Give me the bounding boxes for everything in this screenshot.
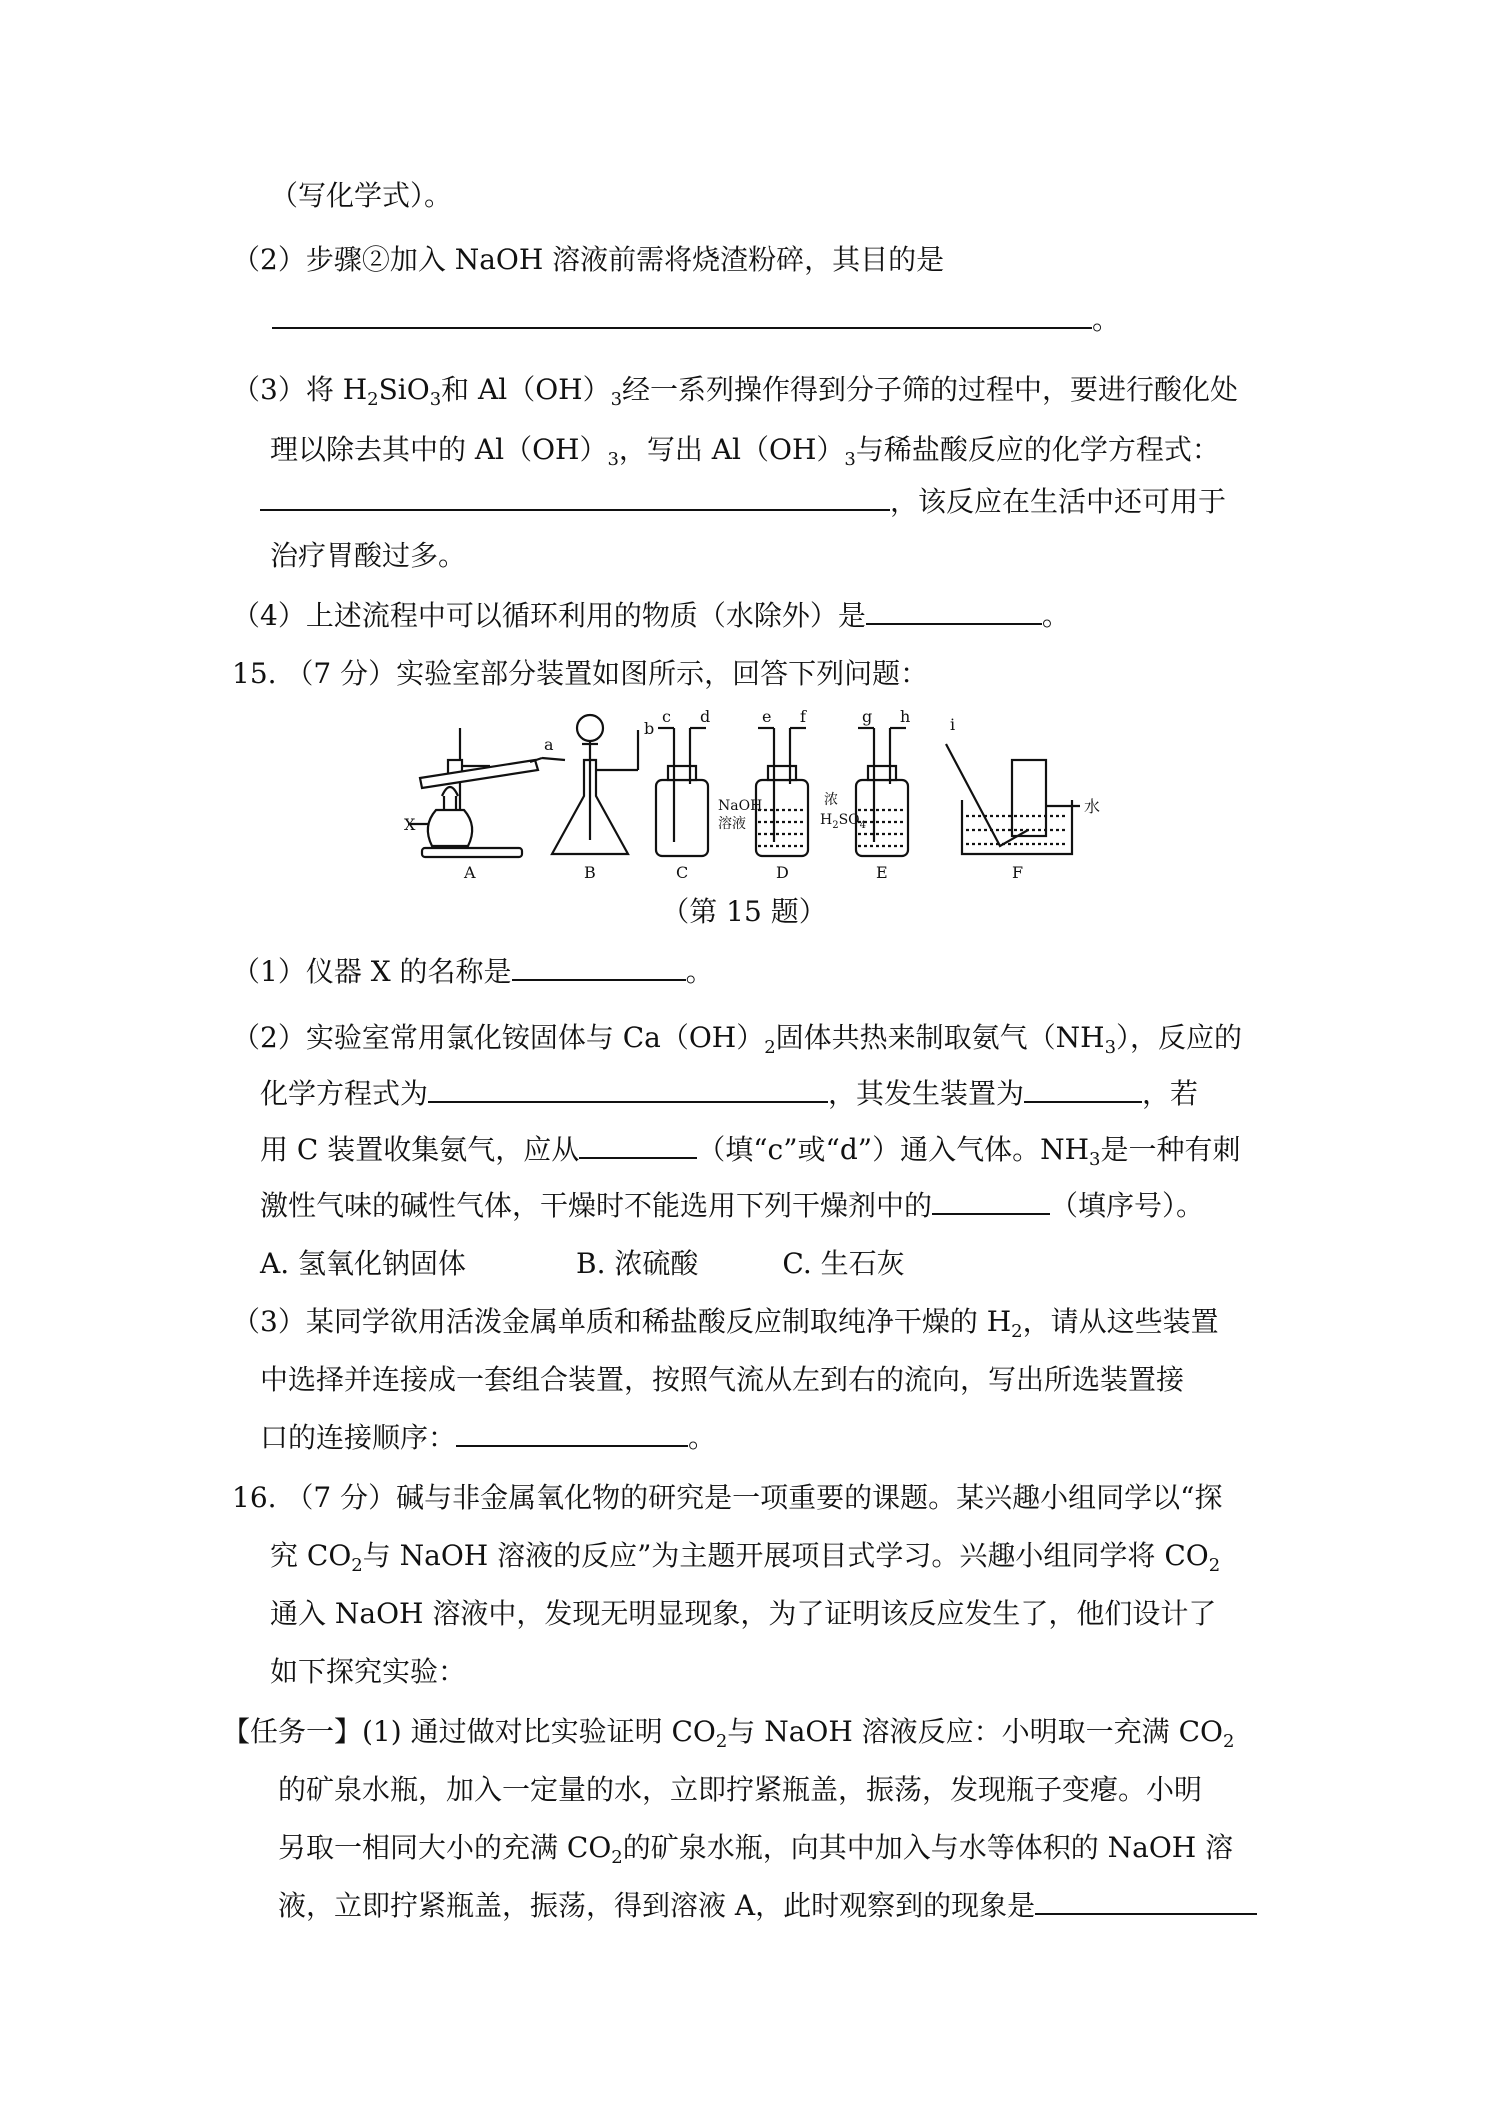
q15-stem: 15. （7 分）实验室部分装置如图所示，回答下列问题： (232, 657, 929, 690)
port-d: d (700, 707, 711, 726)
answer-blank[interactable] (456, 1419, 688, 1447)
label-b: B (584, 863, 596, 880)
port-i: i (950, 715, 956, 734)
q16-task1-line3: 另取一相同大小的充满 $CO_2$的矿泉水瓶，向其中加入与水等体积的 NaOH 溶 (278, 1831, 1234, 1868)
port-b: b (644, 719, 655, 738)
q15-part2-line3: 用 C 装置收集氨气，应从 （填“c”或“d”）通入气体。$NH_3$是一种有刺 (260, 1133, 1241, 1170)
label-solution: 溶液 (718, 816, 746, 832)
figure-caption: （第 15 题） (661, 895, 827, 928)
answer-blank[interactable] (866, 597, 1042, 625)
q16-task1-line2: 的矿泉水瓶，加入一定量的水，立即拧紧瓶盖，振荡，发现瓶子变瘪。小明 (278, 1773, 1203, 1806)
q15-part3-line1: （3）某同学欲用活泼金属单质和稀盐酸反应制取纯净干燥的 $H_2$，请从这些装置 (232, 1305, 1219, 1342)
q14-formula-note: （写化学式）。 (270, 179, 453, 212)
label-naoh: NaOH (718, 798, 763, 814)
q14-part3-line2: 理以除去其中的 $Al(OH)_3$，写出 $Al(OH)_3$与稀盐酸反应的化学方程式： (270, 433, 1220, 470)
apparatus-e (856, 728, 908, 856)
answer-blank[interactable] (428, 1075, 828, 1103)
label-e: E (876, 863, 888, 880)
q14-part3-line1: （3）将 $H_2SiO_3$和 $Al(OH)_3$经一系列操作得到分子筛的过程中，要进行酸化处 (232, 373, 1239, 410)
q14-part2-answer-line: 。 (272, 300, 1120, 340)
label-water: 水 (1084, 797, 1101, 816)
q14-part3-line3: ，该反应在生活中还可用于 (260, 482, 1226, 522)
q15-part2-line1: （2）实验室常用氯化铵固体与 $Ca(OH)_2$固体共热来制取氨气$(NH_3)$，反应的 (232, 1021, 1243, 1058)
label-f: F (1012, 863, 1024, 880)
q16-line1: 16. （7 分）碱与非金属氧化物的研究是一项重要的课题。某兴趣小组同学以“探 (232, 1481, 1223, 1514)
option-a: A. 氢氧化钠固体 (260, 1247, 467, 1280)
label-d: D (776, 863, 789, 880)
answer-blank[interactable] (512, 953, 686, 981)
option-c: C. 生石灰 (782, 1247, 905, 1280)
label-a: A (464, 863, 476, 880)
port-a: a (544, 735, 554, 754)
port-e: e (762, 707, 772, 726)
option-b: B. 浓硫酸 (576, 1247, 699, 1280)
q16-line4: 如下探究实验： (270, 1655, 467, 1688)
lab-apparatus-figure (400, 700, 1120, 880)
q15-part3-line3: 口的连接顺序： 。 (260, 1421, 717, 1454)
port-h: h (900, 707, 911, 726)
q16-task1-line1: 【任务一】(1) 通过做对比实验证明 $CO_2$与 NaOH 溶液反应：小明取一充满 $CO_2$ (222, 1715, 1235, 1752)
answer-blank[interactable] (272, 301, 1092, 329)
label-h2so4: $H_2SO_4$ (820, 812, 867, 831)
port-f: f (800, 707, 806, 726)
q16-task1-line4: 液，立即拧紧瓶盖，振荡，得到溶液 A，此时观察到的现象是 (278, 1886, 1257, 1926)
apparatus-d (756, 728, 808, 856)
q16-line2: 究 $CO_2$与 NaOH 溶液的反应”为主题开展项目式学习。兴趣小组同学将 $CO_2$ (270, 1539, 1221, 1576)
q14-part4: （4）上述流程中可以循环利用的物质（水除外）是 。 (232, 599, 1070, 632)
q14-part2: （2）步骤②加入 NaOH 溶液前需将烧渣粉碎，其目的是 (232, 243, 945, 276)
answer-blank[interactable] (1035, 1887, 1257, 1915)
port-g: g (862, 707, 873, 726)
q14-part3-line4: 治疗胃酸过多。 (270, 539, 467, 572)
q15-part1: （1）仪器 X 的名称是 。 (232, 955, 714, 988)
label-c: C (676, 863, 689, 880)
apparatus-c (656, 728, 708, 856)
q15-part2-line4: 激性气味的碱性气体，干燥时不能选用下列干燥剂中的 （填序号）。 (260, 1189, 1205, 1222)
q15-part2-line2: 化学方程式为 ，其发生装置为 ，若 (260, 1077, 1199, 1110)
answer-blank[interactable] (932, 1187, 1050, 1215)
q16-line3: 通入 NaOH 溶液中，发现无明显现象，为了证明该反应发生了，他们设计了 (270, 1597, 1217, 1630)
apparatus-f (946, 744, 1080, 854)
answer-blank[interactable] (1024, 1075, 1142, 1103)
q15-part3-line2: 中选择并连接成一套组合装置，按照气流从左到右的流向，写出所选装置接 (260, 1363, 1185, 1396)
port-c: c (662, 707, 671, 726)
apparatus-b (552, 715, 638, 854)
answer-blank[interactable] (579, 1131, 697, 1159)
label-conc: 浓 (824, 792, 838, 808)
label-x: X (404, 815, 416, 834)
apparatus-a (408, 728, 565, 857)
q15-options (260, 1244, 905, 1284)
answer-blank[interactable] (260, 483, 890, 511)
